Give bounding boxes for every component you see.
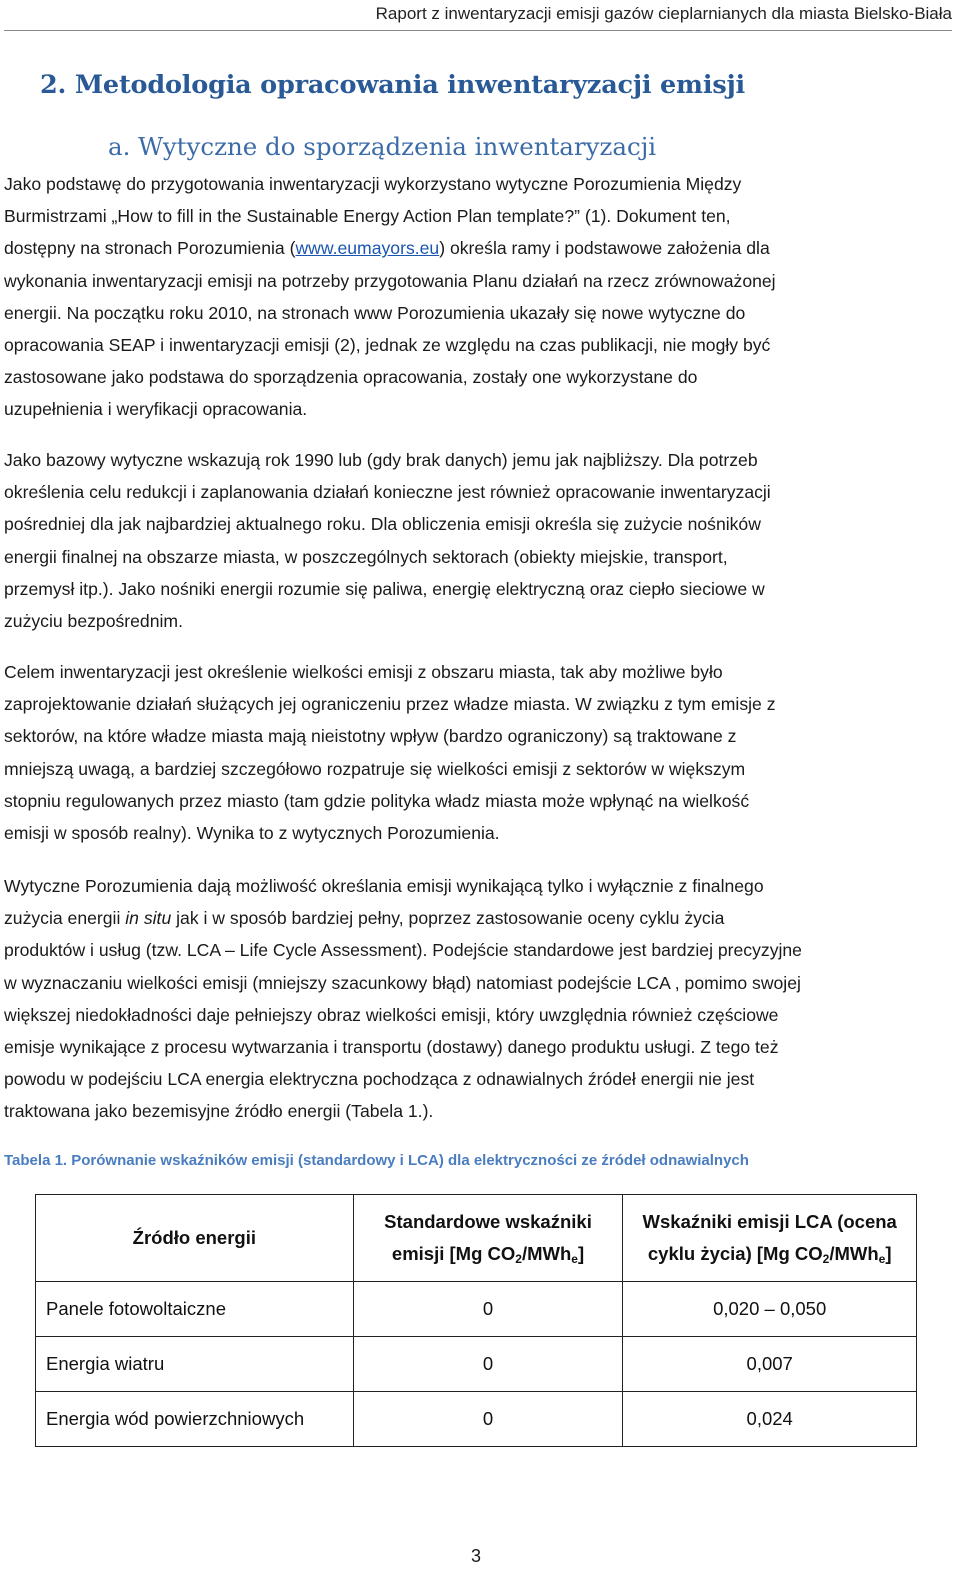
header-text: emisji [Mg CO — [391, 1243, 516, 1264]
header-text: /MWh — [829, 1243, 879, 1264]
column-header-lca — [623, 1195, 917, 1282]
table-row — [36, 1282, 917, 1337]
table-header-row — [36, 1195, 917, 1282]
header-text: cyklu życia) [Mg CO — [647, 1243, 823, 1264]
text-line: stopniu regulowanych przez miasto (tam gdzie polityka władz miasta może wpłynąć na wielkość — [4, 790, 750, 811]
subscript: e — [878, 1252, 886, 1266]
text-line: traktowana jako bezemisyjne źródło energii (Tabela 1.). — [4, 1101, 434, 1122]
text-line: Jako podstawę do przygotowania inwentaryzacji wykorzystano wytyczne Porozumienia Między — [4, 174, 742, 194]
cell-lca: 0,020 – 0,050 — [623, 1282, 917, 1337]
column-header-standard — [353, 1195, 623, 1282]
text-line: energii finalnej na obszarze miasta, w poszczególnych sektorach (obiekty miejskie, transport, — [4, 546, 728, 567]
paragraph-base-year — [4, 444, 952, 637]
text-line — [4, 902, 952, 934]
text-line: zaprojektowanie działań służących jej ograniczeniu przez władze miasta. W związku z tym emisje z — [4, 694, 776, 715]
text-line: zastosowane jako podstawa do sporządzenia opracowania, zostały one wykorzystane do — [4, 367, 698, 388]
text-line: Wytyczne Porozumienia dają możliwość określania emisji wynikającą tylko i wyłącznie z finalnego — [4, 876, 764, 896]
paragraph-lca — [4, 870, 952, 1128]
text-line: energii. Na początku roku 2010, na stronach www Porozumienia ukazały się nowe wytyczne do — [4, 302, 746, 323]
subscript: 2 — [822, 1252, 830, 1266]
subsection-heading: a. Wytyczne do sporządzenia inwentaryzacji — [108, 132, 657, 161]
text-line: uzupełnienia i weryfikacji opracowania. — [4, 399, 308, 420]
eumayors-link[interactable]: www.eumayors.eu — [295, 238, 440, 259]
section-heading: 2. Metodologia opracowania inwentaryzacji emisji — [40, 70, 745, 100]
table-caption: Tabela 1. Porównanie wskaźników emisji (standardowy i LCA) dla elektryczności ze źródeł odnawialnych — [4, 1152, 749, 1169]
header-text: /MWh — [521, 1243, 572, 1264]
text-line: zużyciu bezpośrednim. — [4, 611, 183, 632]
cell-source: Energia wiatru — [36, 1337, 354, 1392]
text-line: Burmistrzami „How to fill in the Sustainable Energy Action Plan template?” (1). Dokument ten, — [4, 206, 731, 227]
subscript: 2 — [515, 1252, 522, 1266]
cell-standard: 0 — [353, 1282, 623, 1337]
paragraph-goal — [4, 656, 952, 849]
text-fragment: jak i w sposób bardziej pełny, poprzez zastosowanie oceny cyklu życia — [171, 908, 725, 929]
text-line: emisje wynikające z procesu wytwarzania i transportu (dostawy) danego produktu usługi. Z tego też — [4, 1037, 779, 1058]
text-line: Celem inwentaryzacji jest określenie wielkości emisji z obszaru miasta, tak aby możliwe było — [4, 662, 723, 682]
header-text: ] — [885, 1243, 892, 1264]
table-row — [36, 1392, 917, 1447]
text-line: większej niedokładności daje pełniejszy obraz wielkości emisji, który uwzględnia również częściowe — [4, 1004, 779, 1025]
text-line: wykonania inwentaryzacji emisji na potrzeby przygotowania Planu działań na rzecz zrównoważonej — [4, 270, 776, 291]
text-fragment: dostępny na stronach Porozumienia ( — [4, 238, 296, 259]
table-row — [36, 1337, 917, 1392]
running-header: Raport z inwentaryzacji emisji gazów cieplarnianych dla miasta Bielsko-Biała — [375, 4, 952, 23]
header-text: Standardowe wskaźniki — [384, 1211, 592, 1232]
text-line: w wyznaczaniu wielkości emisji (mniejszy szacunkowy błąd) natomiast podejście LCA , pomimo swojej — [4, 972, 801, 993]
emission-factors-table — [35, 1194, 917, 1447]
cell-lca: 0,024 — [623, 1392, 917, 1447]
header-text: ] — [577, 1243, 585, 1264]
text-line: emisji w sposób realny). Wynika to z wytycznych Porozumienia. — [4, 823, 500, 844]
text-line: produktów i usług (tzw. LCA – Life Cycle Assessment). Podejście standardowe jest bardziej precyzyjne — [4, 940, 802, 961]
text-line: mniejszą uwagą, a bardziej szczegółowo rozpatruje się wielkości emisji z sektorów w większym — [4, 758, 746, 779]
cell-source: Energia wód powierzchniowych — [36, 1392, 354, 1447]
column-header-source: Źródło energii — [36, 1195, 354, 1282]
text-fragment: ) określa ramy i podstawowe założenia dla — [439, 238, 770, 259]
cell-standard: 0 — [353, 1337, 623, 1392]
text-line: pośredniej dla jak najbardziej aktualnego roku. Dla obliczenia emisji określa się zużycie nośników — [4, 514, 761, 535]
text-fragment: zużycia energii — [4, 908, 126, 929]
header-text: Wskaźniki emisji LCA (ocena — [642, 1211, 897, 1232]
subscript: e — [571, 1252, 578, 1266]
text-line: sektorów, na które władze miasta mają nieistotny wpływ (bardzo ograniczony) są traktowane z — [4, 726, 737, 747]
text-line: przemysł itp.). Jako nośniki energii rozumie się paliwa, energię elektryczną oraz ciepło sieciowe w — [4, 578, 765, 599]
header-rule — [4, 30, 952, 31]
page-number: 3 — [470, 1546, 481, 1566]
paragraph-guidelines — [4, 168, 952, 426]
cell-lca: 0,007 — [623, 1337, 917, 1392]
cell-standard: 0 — [353, 1392, 623, 1447]
text-line: powodu w podejściu LCA energia elektryczna pochodząca z odnawialnych źródeł energii nie jest — [4, 1069, 755, 1090]
text-line: opracowania SEAP i inwentaryzacji emisji (2), jednak ze względu na czas publikacji, nie mogły być — [4, 335, 771, 356]
text-line: Jako bazowy wytyczne wskazują rok 1990 lub (gdy brak danych) jemu jak najbliższy. Dla potrzeb — [4, 450, 758, 470]
text-line: określenia celu redukcji i zaplanowania działań konieczne jest również opracowanie inwentaryzacji — [4, 482, 771, 503]
text-line — [4, 232, 952, 264]
cell-source: Panele fotowoltaiczne — [36, 1282, 354, 1337]
italic-term: in situ — [125, 908, 172, 929]
